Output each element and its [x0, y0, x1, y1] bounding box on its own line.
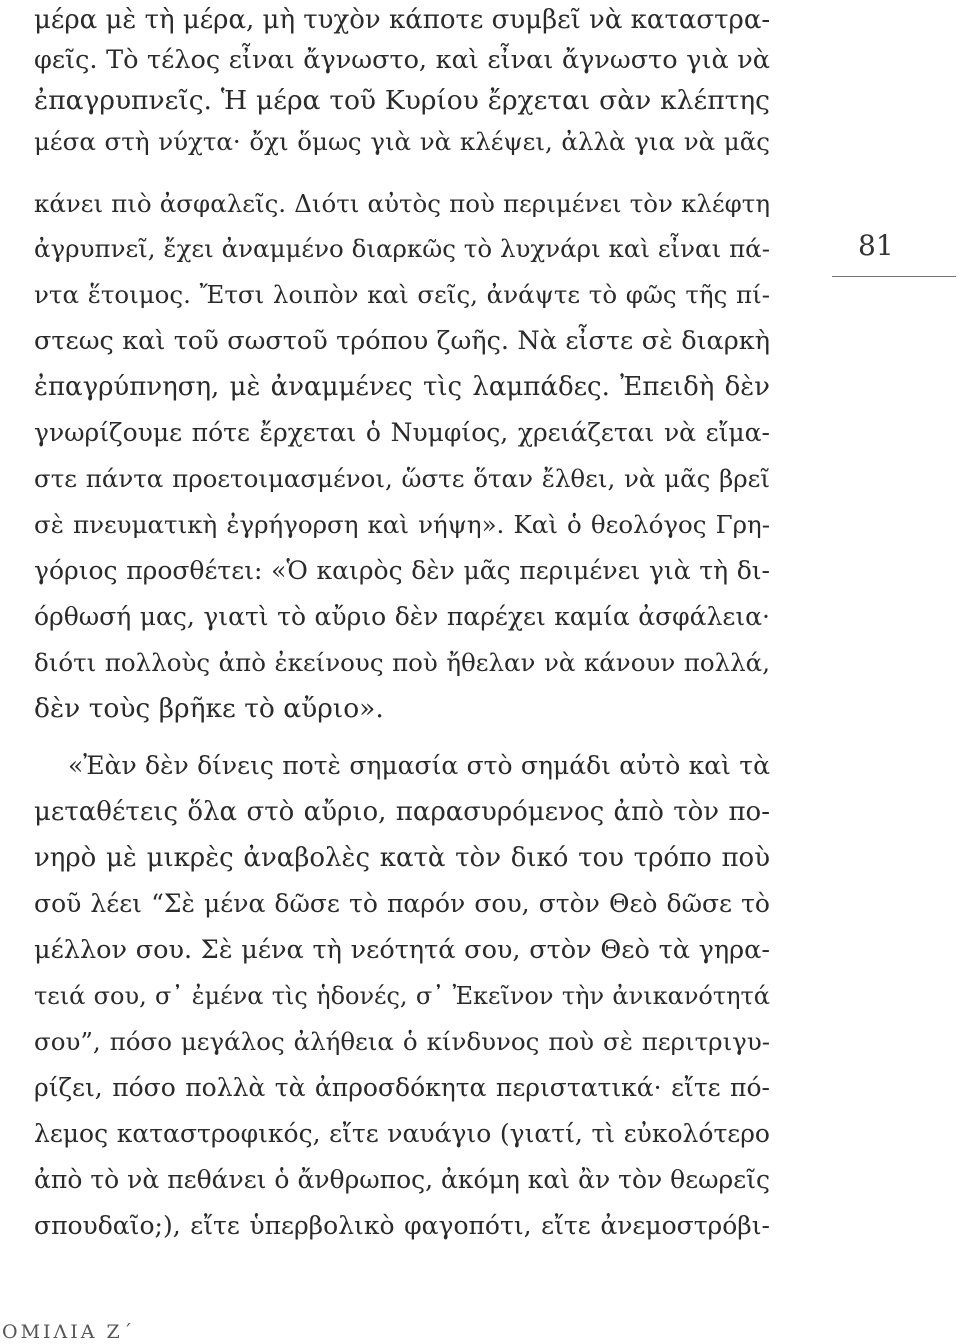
text-line-5: κάνει πιὸ ἀσφαλεῖς. Διότι αὐτὸς ποὺ περιμένει τὸν κλέφτη: [34, 189, 770, 218]
text-line-17: «Ἐὰν δὲν δίνεις ποτὲ σημασία στὸ σημάδι αὐτὸ καὶ τὰ: [68, 751, 770, 780]
text-line-8: στεως καὶ τοῦ σωστοῦ τρόπου ζωῆς. Νὰ εἶστε σὲ διαρκὴ: [34, 326, 770, 356]
text-line-16: δὲν τοὺς βρῆκε τὸ αὔριο».: [34, 693, 384, 724]
text-line-26: ἀπὸ τὸ νὰ πεθάνει ὁ ἄνθρωπος, ἀκόμη καὶ ἂν τὸν θεωρεῖς: [34, 1165, 770, 1194]
text-line-18: μεταθέτεις ὅλα στὸ αὔριο, παρασυρόμενος ἀπὸ τὸν πο-: [34, 797, 770, 827]
text-line-15: διότι πολλοὺς ἀπὸ ἐκείνους ποὺ ἤθελαν νὰ κάνουν πολλά,: [34, 648, 770, 677]
text-line-22: τειά σου, σ᾽ ἐμένα τὶς ἡδονές, σ᾽ Ἐκεῖνον τὴν ἀνικανότητά: [34, 982, 770, 1010]
text-line-23: σου”, πόσο μεγάλος ἀλήθεια ὁ κίνδυνος ποὺ σὲ περιτριγυ-: [34, 1027, 770, 1056]
text-line-6: ἀγρυπνεῖ, ἔχει ἀναμμένο διαρκῶς τὸ λυχνάρι καὶ εἶναι πά-: [34, 234, 770, 263]
text-line-3: ἐπαγρυπνεῖς. Ἡ μέρα τοῦ Κυρίου ἔρχεται σὰν κλέπτης: [34, 85, 770, 116]
text-line-27: σπουδαῖο;), εἴτε ὑπερβολικὸ φαγοπότι, εἴτε ἀνεμοστρόβι-: [34, 1211, 770, 1240]
text-line-10: γνωρίζουμε πότε ἔρχεται ὁ Νυμφίος, χρειάζεται νὰ εἴμα-: [34, 418, 770, 447]
text-line-7: ντα ἕτοιμος. Ἔτσι λοιπὸν καὶ σεῖς, ἀνάψτε τὸ φῶς τῆς πί-: [34, 280, 770, 309]
text-line-1: μέρα μὲ τὴ μέρα, μὴ τυχὸν κάποτε συμβεῖ νὰ καταστρα-: [34, 5, 771, 35]
page-number: 81: [858, 229, 894, 262]
text-line-13: γόριος προσθέτει: «Ὁ καιρὸς δὲν μᾶς περιμένει γιὰ τὴ δι-: [34, 556, 770, 585]
text-line-2: φεῖς. Τὸ τέλος εἶναι ἄγνωστο, καὶ εἶναι ἄγνωστο γιὰ νὰ: [34, 45, 770, 75]
running-footer: ΟΜΙΛΙΑ Ζ΄: [2, 1321, 136, 1343]
text-line-25: λεμος καταστροφικός, εἴτε ναυάγιο (γιατί, τὶ εὐκολότερο: [34, 1119, 770, 1148]
text-line-11: στε πάντα προετοιμασμένοι, ὥστε ὅταν ἔλθει, νὰ μᾶς βρεῖ: [34, 464, 770, 493]
text-line-24: ρίζει, πόσο πολλὰ τὰ ἀπροσδόκητα περιστατικά· εἴτε πό-: [34, 1073, 770, 1102]
text-line-14: όρθωσή μας, γιατὶ τὸ αὔριο δὲν παρέχει καμία ἀσφάλεια·: [34, 602, 770, 631]
text-line-20: σοῦ λέει “Σὲ μένα δῶσε τὸ παρόν σου, στὸν Θεὸ δῶσε τὸ: [34, 889, 770, 918]
text-line-21: μέλλον σου. Σὲ μένα τὴ νεότητά σου, στὸν Θεὸ τὰ γηρα-: [34, 935, 770, 965]
text-line-4: μέσα στὴ νύχτα· ὄχι ὅμως γιὰ νὰ κλέψει, ἀλλὰ για νὰ μᾶς: [34, 127, 770, 156]
text-line-19: νηρὸ μὲ μικρὲς ἀναβολὲς κατὰ τὸν δικό του τρόπο ποὺ: [34, 843, 770, 873]
page-number-rule: [832, 276, 956, 277]
text-line-9: ἐπαγρύπνηση, μὲ ἀναμμένες τὶς λαμπάδες. Ἐπειδὴ δὲν: [34, 372, 770, 402]
text-line-12: σὲ πνευματικὴ ἐγρήγορση καὶ νήψη». Καὶ ὁ θεολόγος Γρη-: [34, 510, 770, 539]
